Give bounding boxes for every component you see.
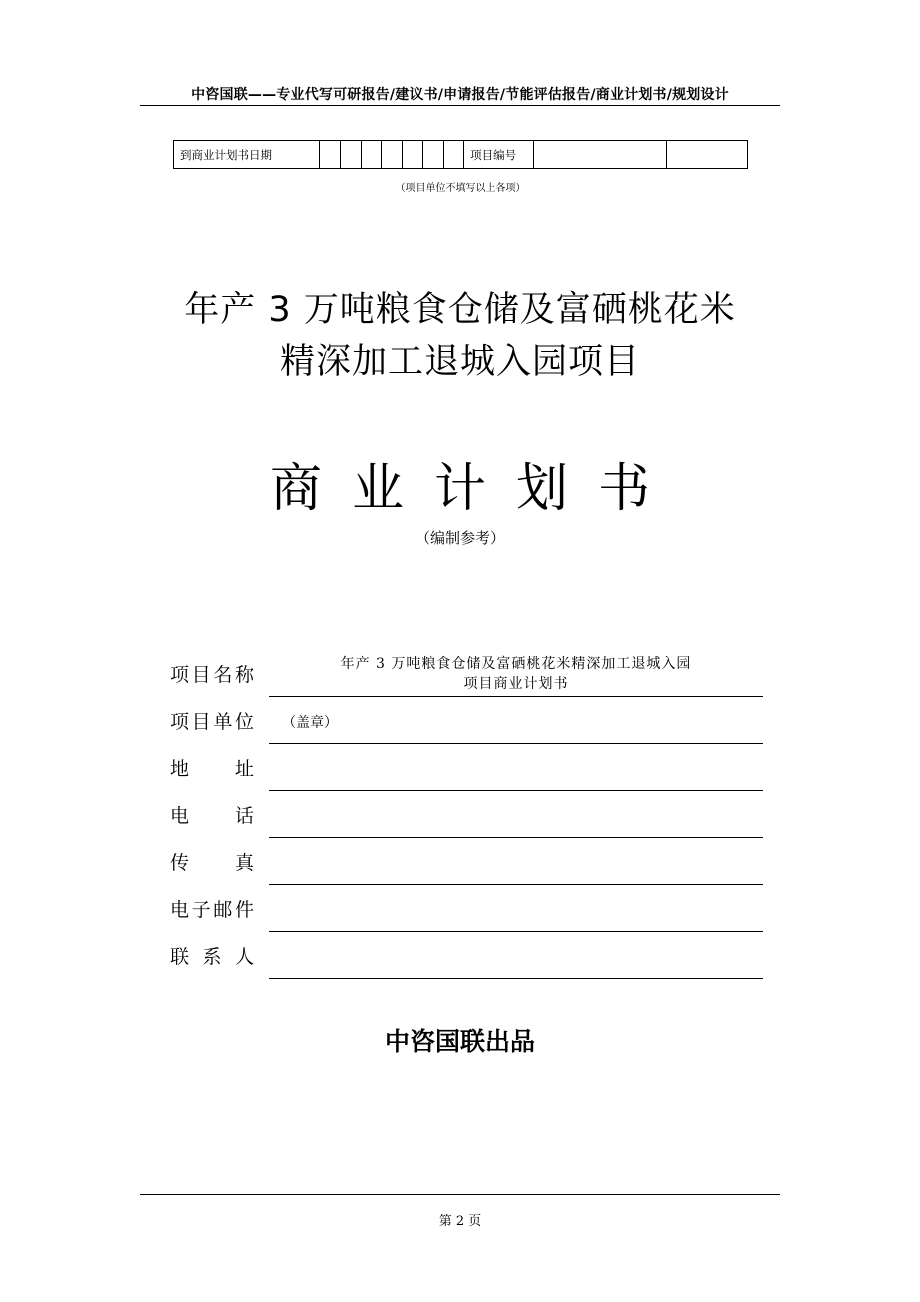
seal-note: （盖章） — [282, 715, 338, 731]
address-label: 地址 — [170, 758, 254, 780]
page-header: 中咨国联——专业代写可研报告/建议书/申请报告/节能评估报告/商业计划书/规划设计 — [191, 87, 729, 103]
date-box[interactable] — [340, 141, 361, 169]
project-no-extra-cell[interactable] — [667, 141, 748, 169]
email-label: 电子邮件 — [170, 899, 254, 921]
date-box[interactable] — [320, 141, 341, 169]
project-unit-line[interactable] — [269, 743, 763, 744]
project-name-line[interactable] — [269, 696, 763, 697]
page-number: 第 2 页 — [438, 1214, 482, 1229]
date-box[interactable] — [402, 141, 423, 169]
header-divider — [140, 105, 780, 106]
project-unit-label: 项目单位 — [170, 711, 254, 733]
project-title — [100, 284, 820, 388]
document-type: 商业计划书 — [269, 459, 680, 519]
date-box[interactable] — [423, 141, 444, 169]
date-label-cell: 到商业计划书日期 — [174, 141, 320, 169]
footer-divider — [140, 1194, 780, 1195]
project-name-value-line1: 年产 3 万吨粮食仓储及富硒桃花米精深加工退城入园 — [340, 656, 692, 672]
project-no-value-cell[interactable] — [534, 141, 667, 169]
date-box[interactable] — [382, 141, 403, 169]
email-line[interactable] — [269, 931, 763, 932]
project-name-label: 项目名称 — [170, 664, 254, 686]
phone-line[interactable] — [269, 837, 763, 838]
project-title-line2: 精深加工退城入园项目 — [279, 342, 640, 382]
fax-line[interactable] — [269, 884, 763, 885]
date-box[interactable] — [361, 141, 382, 169]
project-no-label-cell: 项目编号 — [464, 141, 534, 169]
fax-label: 传真 — [170, 852, 254, 874]
project-title-line1: 年产 3 万吨粮食仓储及富硒桃花米 — [184, 290, 736, 330]
project-name-value-line2: 项目商业计划书 — [463, 676, 569, 692]
publisher: 中咨国联出品 — [384, 1027, 535, 1056]
phone-label: 电话 — [170, 805, 254, 827]
project-name-value — [269, 654, 763, 694]
address-line[interactable] — [269, 790, 763, 791]
date-box[interactable] — [443, 141, 464, 169]
date-table — [173, 140, 748, 169]
document-subtitle: （编制参考） — [414, 529, 505, 547]
contact-line[interactable] — [269, 978, 763, 979]
fill-note: （项目单位不填写以上各项） — [395, 183, 526, 194]
contact-label: 联系人 — [170, 946, 254, 968]
